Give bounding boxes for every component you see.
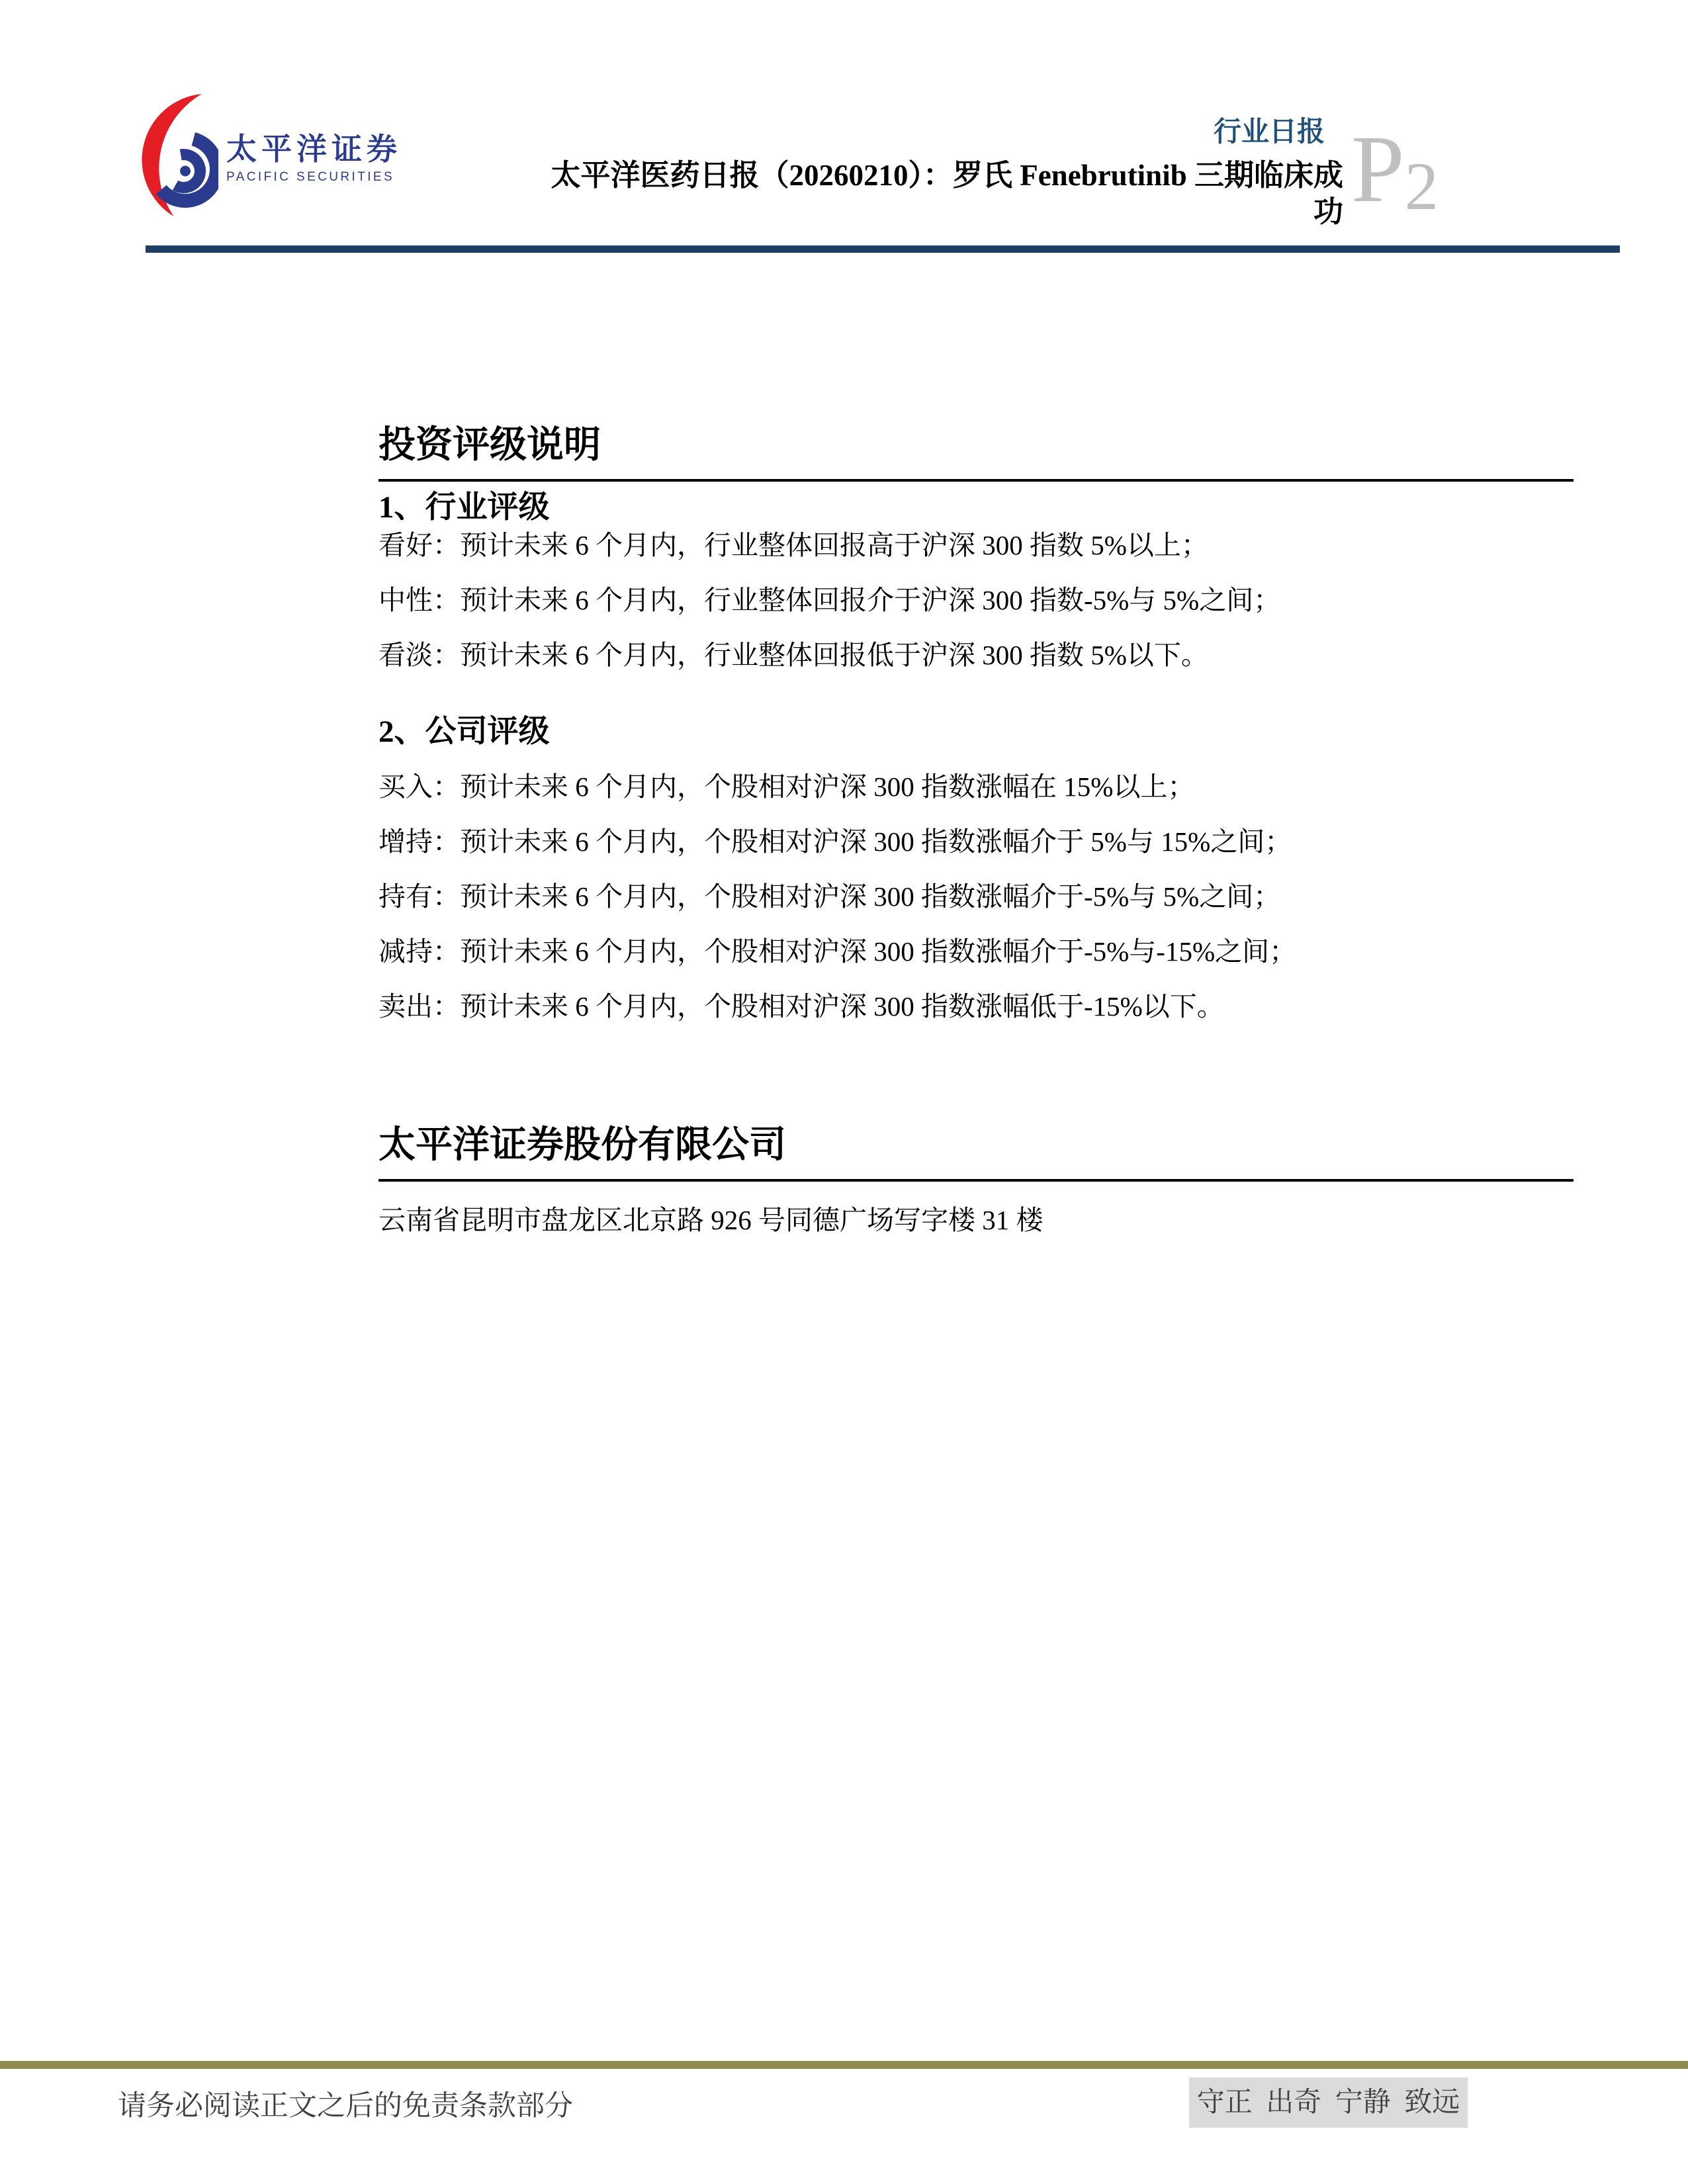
footer-divider (0, 2061, 1688, 2069)
report-type-label: 行业日报 (1213, 117, 1325, 148)
rating-item: 减持：预计未来 6 个月内，个股相对沪深 300 指数涨幅介于-5%与-15%之间； (378, 936, 1297, 967)
footer-motto: 守正 出奇 宁静 致远 (1189, 2077, 1468, 2128)
title-divider (378, 479, 1574, 482)
rating-section-title: 投资评级说明 (378, 425, 601, 466)
logo-name-en: PACIFIC SECURITIES (226, 170, 395, 184)
industry-rating-heading: 1、行业评级 (378, 490, 550, 525)
logo-name-cn: 太平洋证券 (226, 132, 402, 166)
page-number-prefix: P (1351, 116, 1405, 222)
company-address: 云南省昆明市盘龙区北京路 926 号同德广场写字楼 31 楼 (378, 1205, 1044, 1235)
main-content (378, 422, 1574, 1237)
page-number-value: 2 (1404, 149, 1439, 224)
rating-item: 看好：预计未来 6 个月内，行业整体回报高于沪深 300 指数 5%以上； (378, 530, 1208, 560)
rating-item: 卖出：预计未来 6 个月内，个股相对沪深 300 指数涨幅低于-15%以下。 (378, 991, 1224, 1022)
company-divider (378, 1179, 1574, 1182)
report-title-line2: 功 (1313, 195, 1343, 228)
header-divider (146, 245, 1620, 253)
footer-disclaimer: 请务必阅读正文之后的免责条款部分 (118, 2091, 573, 2122)
rating-item: 看淡：预计未来 6 个月内，行业整体回报低于沪深 300 指数 5%以下。 (378, 640, 1208, 670)
company-name: 太平洋证券股份有限公司 (378, 1125, 786, 1166)
report-title (470, 157, 1343, 230)
rating-item: 买入：预计未来 6 个月内，个股相对沪深 300 指数涨幅在 15%以上； (378, 771, 1195, 802)
report-title-line1: 太平洋医药日报（20260210）：罗氏 Fenebrutinib 三期临床成 (551, 159, 1343, 192)
logo-text (226, 90, 402, 183)
rating-item: 持有：预计未来 6 个月内，个股相对沪深 300 指数涨幅介于-5%与 5%之间； (378, 881, 1281, 912)
pacific-securities-logo-icon (136, 90, 218, 221)
rating-item: 中性：预计未来 6 个月内，行业整体回报介于沪深 300 指数-5%与 5%之间； (378, 585, 1281, 615)
rating-item: 增持：预计未来 6 个月内，个股相对沪深 300 指数涨幅介于 5%与 15%之间； (378, 826, 1292, 857)
page-number (1351, 116, 1439, 224)
company-rating-heading: 2、公司评级 (378, 715, 550, 749)
header-title-block (470, 116, 1343, 230)
company-logo (136, 90, 402, 221)
